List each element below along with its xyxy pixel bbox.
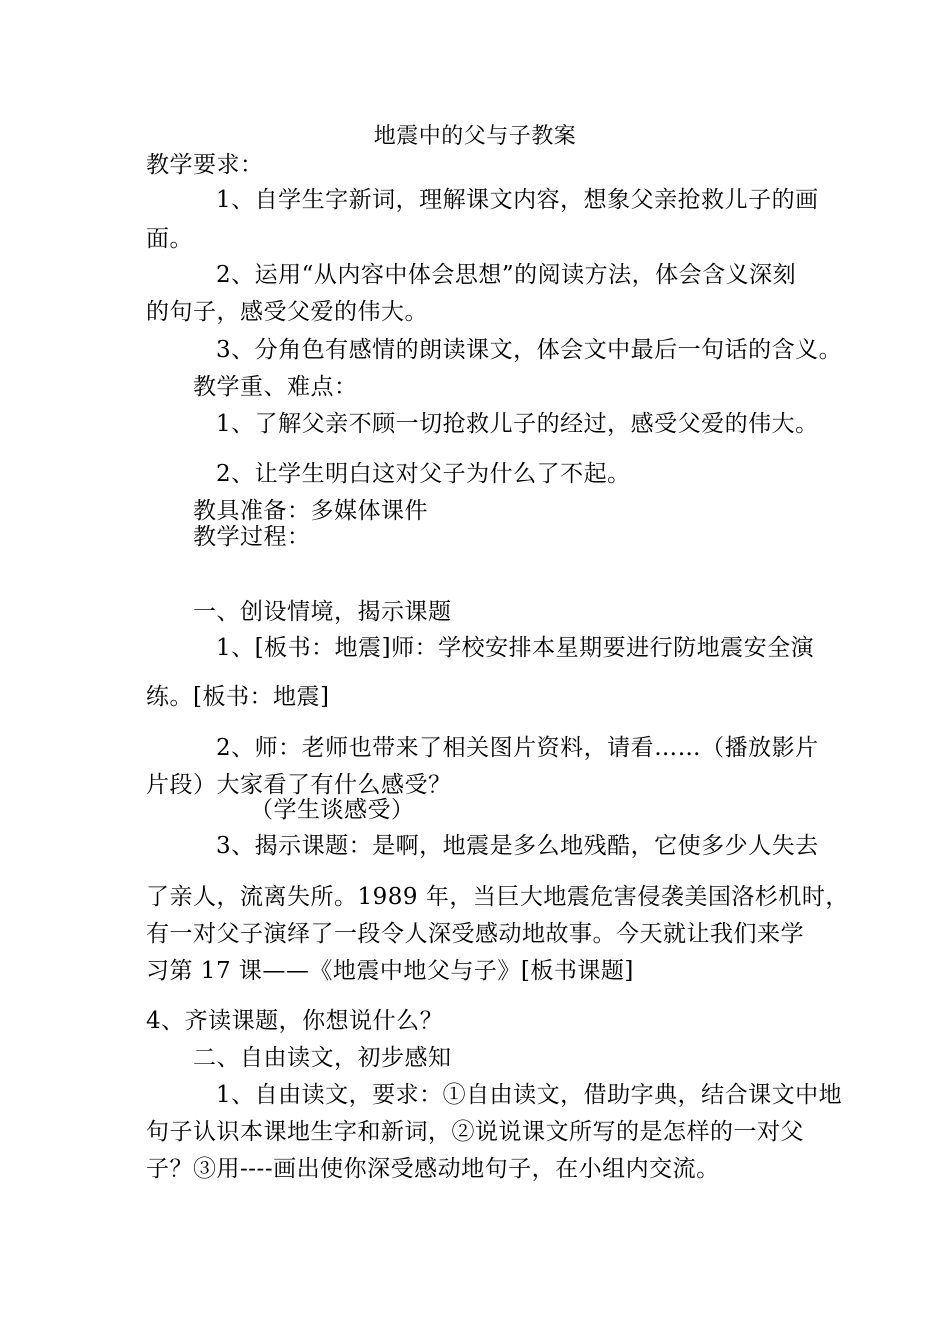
text-line: 片段）大家看了有什么感受？ xyxy=(146,772,452,798)
text-line: 教具准备：多媒体课件 xyxy=(193,498,428,524)
text-line: 教学要求： xyxy=(146,152,264,178)
text-line: 子？③用----画出使你深受感动地句子，在小组内交流。 xyxy=(146,1156,720,1182)
text-line: 1、[板书：地震]师：学校安排本星期要进行防地震安全演 xyxy=(216,635,815,661)
section-heading: 一、创设情境，揭示课题 xyxy=(193,599,452,625)
text-line: 3、分角色有感情的朗读课文，体会文中最后一句话的含义。 xyxy=(216,337,843,363)
text-line: 习第 17 课——《地震中地父与子》[板书课题] xyxy=(146,958,634,984)
text-line: 有一对父子演绎了一段令人深受感动地故事。今天就让我们来学 xyxy=(146,921,804,947)
text-line: 句子认识本课地生字和新词，②说说课文所写的是怎样的一对父 xyxy=(146,1119,804,1145)
text-line: 2、运用“从内容中体会思想”的阅读方法，体会含义深刻 xyxy=(216,262,797,288)
document-title: 地震中的父与子教案 xyxy=(373,124,577,149)
text-line: 练。[板书：地震] xyxy=(146,684,330,710)
text-line: 2、让学生明白这对父子为什么了不起。 xyxy=(216,461,631,487)
text-line: 3、揭示课题：是啊，地震是多么地残酷，它使多少人失去 xyxy=(216,833,819,859)
text-line: 1、了解父亲不顾一切抢救儿子的经过，感受父爱的伟大。 xyxy=(216,411,819,437)
text-line: 面。 xyxy=(146,226,193,252)
text-line: 的句子，感受父爱的伟大。 xyxy=(146,299,428,325)
text-line: 教学过程： xyxy=(193,524,311,550)
text-line: 1、自由读文，要求：①自由读文，借助字典，结合课文中地 xyxy=(216,1082,843,1108)
text-line: （学生谈感受） xyxy=(250,797,415,823)
text-line: 1、自学生字新词，理解课文内容，想象父亲抢救儿子的画 xyxy=(216,187,819,213)
text-line: 4、齐读课题，你想说什么？ xyxy=(146,1008,444,1034)
text-line: 了亲人，流离失所。1989 年，当巨大地震危害侵袭美国洛杉机时， xyxy=(146,884,849,910)
section-heading: 二、自由读文，初步感知 xyxy=(193,1045,452,1071)
text-line: 教学重、难点： xyxy=(193,374,358,400)
text-line: 2、师：老师也带来了相关图片资料，请看……（播放影片 xyxy=(216,735,819,761)
